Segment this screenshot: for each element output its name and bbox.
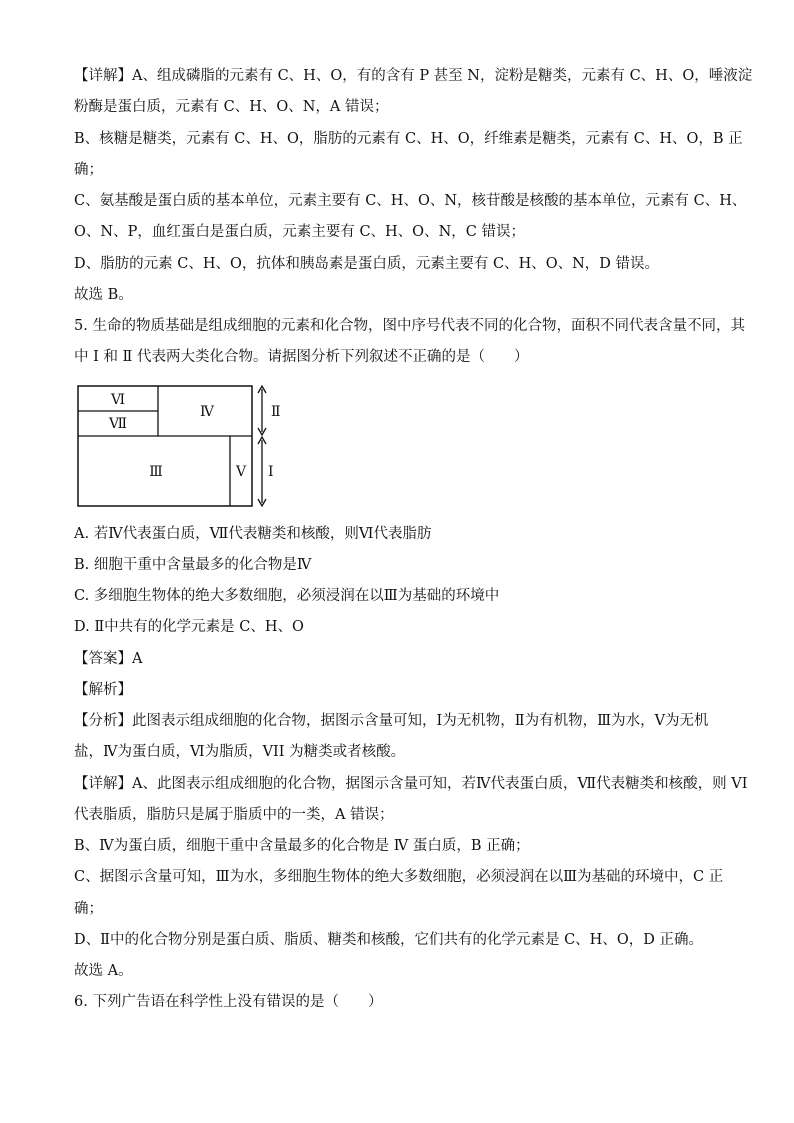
question-5-stem: 中 Ⅰ 和 Ⅱ 代表两大类化合物。请据图分析下列叙述不正确的是（ ）: [74, 349, 529, 365]
arrow-ii: [258, 386, 266, 435]
label-vii: Ⅶ: [108, 416, 128, 432]
text-line: 代表脂质，脂肪只是属于脂质中的一类，A 错误；: [74, 807, 394, 823]
text-line: B、核糖是糖类，元素有 C、H、O，脂肪的元素有 C、H、O，纤维素是糖类，元素有 C、H、O，B 正: [74, 131, 743, 147]
text-line: 确；: [74, 901, 103, 917]
text-line: 确；: [74, 162, 103, 178]
text-line: D、脂肪的元素 C、H、O，抗体和胰岛素是蛋白质，元素主要有 C、H、O、N，D 错误。: [74, 256, 660, 272]
option-a: A. 若Ⅳ代表蛋白质，Ⅶ代表糖类和核酸，则Ⅵ代表脂肪: [74, 526, 432, 542]
label-iii: Ⅲ: [149, 464, 163, 480]
option-c: C. 多细胞生物体的绝大多数细胞，必须浸润在以Ⅲ为基础的环境中: [74, 588, 500, 604]
arrow-i: [258, 437, 266, 506]
text-line: 【详解】A、此图表示组成细胞的化合物，据图示含量可知，若Ⅳ代表蛋白质，Ⅶ代表糖类和核酸，则 VI: [74, 776, 748, 792]
text-line: C、据图示含量可知，Ⅲ为水，多细胞生物体的绝大多数细胞，必须浸润在以Ⅲ为基础的环境中，C 正: [74, 869, 724, 885]
text-line: 【分析】此图表示组成细胞的化合物，据图示含量可知，Ⅰ为无机物，Ⅱ为有机物，Ⅲ为水，Ⅴ为无机: [74, 713, 709, 729]
text-line: 故选 A。: [74, 963, 133, 979]
text-line: D、Ⅱ中的化合物分别是蛋白质、脂质、糖类和核酸，它们共有的化学元素是 C、H、O，D 正确。: [74, 932, 703, 948]
label-v: Ⅴ: [235, 464, 247, 480]
label-iv: Ⅳ: [200, 404, 214, 420]
question-6-stem: 6. 下列广告语在科学性上没有错误的是（ ）: [74, 994, 383, 1010]
question-5-stem: 5. 生命的物质基础是组成细胞的元素和化合物，图中序号代表不同的化合物，面积不同代表含量不同，其: [74, 318, 745, 334]
label-vi: Ⅵ: [110, 392, 126, 408]
text-line: C、氨基酸是蛋白质的基本单位，元素主要有 C、H、O、N，核苷酸是核酸的基本单位，元素有 C、H、: [74, 193, 747, 209]
label-i: Ⅰ: [268, 464, 274, 480]
analysis-label: 【解析】: [74, 682, 132, 698]
text-line: 【详解】A、组成磷脂的元素有 C、H、O，有的含有 P 甚至 N，淀粉是糖类，元素有 C、H、O，唾液淀: [74, 68, 753, 84]
text-line: 故选 B。: [74, 287, 133, 303]
label-ii: Ⅱ: [271, 404, 281, 420]
text-line: 盐，Ⅳ为蛋白质，Ⅵ为脂质，VII 为糖类或者核酸。: [74, 744, 406, 760]
outer-box: [78, 386, 252, 506]
option-d: D. Ⅱ中共有的化学元素是 C、H、O: [74, 619, 304, 635]
answer-label: 【答案】A: [74, 651, 143, 667]
text-line: 粉酶是蛋白质，元素有 C、H、O、N，A 错误；: [74, 99, 389, 115]
option-b: B. 细胞干重中含量最多的化合物是Ⅳ: [74, 557, 312, 573]
text-line: O、N、P，血红蛋白是蛋白质，元素主要有 C、H、O、N，C 错误；: [74, 224, 525, 240]
text-line: B、Ⅳ为蛋白质，细胞干重中含量最多的化合物是 Ⅳ 蛋白质，B 正确；: [74, 838, 530, 854]
